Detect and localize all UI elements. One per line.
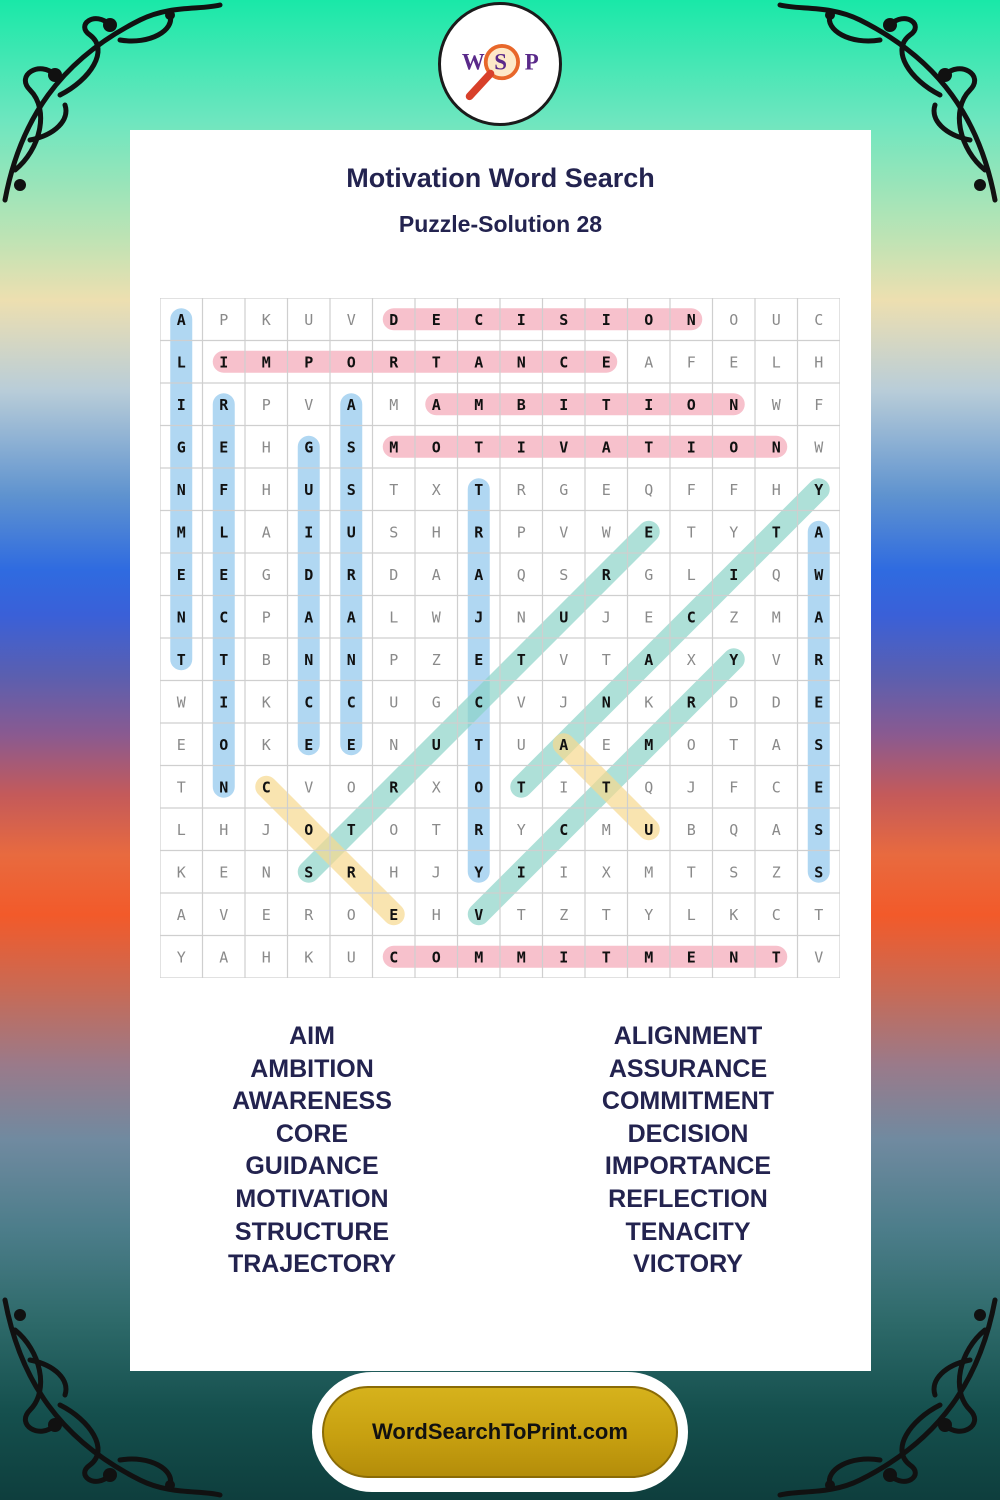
grid-cell[interactable]: R — [389, 353, 399, 372]
grid-cell[interactable]: S — [814, 863, 824, 882]
grid-cell[interactable]: V — [516, 693, 526, 712]
grid-cell[interactable]: O — [346, 905, 356, 924]
grid-cell[interactable]: Q — [729, 820, 739, 839]
grid-cell[interactable]: T — [644, 438, 654, 457]
grid-cell[interactable]: M — [176, 523, 186, 542]
grid-cell[interactable]: U — [431, 735, 441, 754]
grid-cell[interactable]: O — [304, 820, 314, 839]
grid-cell[interactable]: R — [346, 863, 356, 882]
grid-cell[interactable]: N — [176, 480, 186, 499]
grid-cell[interactable]: Z — [431, 650, 441, 669]
site-badge[interactable]: WordSearchToPrint.com — [322, 1386, 678, 1478]
grid-cell[interactable]: N — [219, 778, 229, 797]
grid-cell[interactable]: I — [559, 778, 569, 797]
grid-cell[interactable]: T — [601, 778, 611, 797]
wsp-logo[interactable] — [438, 2, 562, 126]
grid-cell[interactable]: M — [771, 608, 781, 627]
grid-cell[interactable]: M — [516, 948, 526, 967]
grid-cell[interactable]: G — [176, 438, 186, 457]
grid-cell[interactable]: Q — [516, 565, 526, 584]
grid-cell[interactable]: R — [814, 650, 824, 669]
grid-cell[interactable]: T — [601, 650, 611, 669]
grid-cell[interactable]: M — [601, 820, 611, 839]
grid-cell[interactable]: U — [559, 608, 569, 627]
grid-cell[interactable]: T — [686, 863, 696, 882]
grid-cell[interactable]: X — [431, 778, 441, 797]
grid-cell[interactable]: C — [474, 693, 484, 712]
grid-cell[interactable]: U — [304, 310, 314, 329]
grid-cell[interactable]: T — [771, 948, 781, 967]
grid-cell[interactable]: E — [474, 650, 484, 669]
grid-cell[interactable]: E — [729, 353, 739, 372]
grid-cell[interactable]: U — [304, 480, 314, 499]
grid-cell[interactable]: A — [559, 735, 569, 754]
grid-cell[interactable]: A — [771, 735, 781, 754]
grid-cell[interactable]: Q — [771, 565, 781, 584]
grid-cell[interactable]: I — [304, 523, 314, 542]
grid-cell[interactable]: A — [814, 523, 824, 542]
grid-cell[interactable]: W — [771, 395, 781, 414]
grid-cell[interactable]: A — [644, 353, 654, 372]
grid-cell[interactable]: E — [601, 735, 611, 754]
grid-cell[interactable]: C — [304, 693, 314, 712]
grid-cell[interactable]: T — [474, 480, 484, 499]
grid-cell[interactable]: U — [346, 523, 356, 542]
grid-cell[interactable]: G — [304, 438, 314, 457]
grid-cell[interactable]: Y — [729, 650, 739, 669]
grid-cell[interactable]: A — [346, 395, 356, 414]
grid-cell[interactable]: E — [261, 905, 271, 924]
grid-cell[interactable]: N — [516, 608, 526, 627]
grid-cell[interactable]: N — [686, 310, 696, 329]
grid-cell[interactable]: F — [729, 778, 739, 797]
grid-cell[interactable]: A — [304, 608, 314, 627]
grid-cell[interactable]: R — [516, 480, 526, 499]
grid-cell[interactable]: Z — [771, 863, 781, 882]
grid-cell[interactable]: I — [559, 395, 569, 414]
grid-cell[interactable]: T — [771, 523, 781, 542]
grid-cell[interactable]: R — [474, 523, 484, 542]
grid-cell[interactable]: E — [219, 565, 229, 584]
grid-cell[interactable]: K — [304, 948, 314, 967]
grid-cell[interactable]: H — [261, 438, 271, 457]
grid-cell[interactable]: I — [601, 310, 611, 329]
page-title: Motivation Word Search — [346, 163, 655, 193]
grid-cell[interactable]: T — [474, 438, 484, 457]
grid-cell[interactable]: A — [771, 820, 781, 839]
grid-cell[interactable]: S — [304, 863, 314, 882]
grid-cell[interactable]: O — [431, 948, 441, 967]
grid-cell[interactable]: V — [346, 310, 356, 329]
grid-cell[interactable]: F — [814, 395, 824, 414]
grid-cell[interactable]: I — [516, 438, 526, 457]
grid-cell[interactable]: O — [346, 778, 356, 797]
word-list-item: COMMITMENT — [601, 1087, 775, 1116]
word-list-item: REFLECTION — [608, 1184, 768, 1213]
magnifier-logo-icon — [441, 5, 559, 123]
word-list-item: AIM — [289, 1022, 335, 1050]
grid-cell[interactable]: M — [261, 353, 271, 372]
grid-cell[interactable]: S — [346, 480, 356, 499]
grid-cell[interactable]: V — [814, 948, 824, 967]
grid-cell[interactable]: S — [814, 820, 824, 839]
grid-cell[interactable]: A — [644, 650, 654, 669]
grid-cell[interactable]: N — [389, 735, 399, 754]
grid-cell[interactable]: U — [644, 820, 654, 839]
grid-cell[interactable]: U — [389, 693, 399, 712]
grid-cell[interactable]: E — [389, 905, 399, 924]
grid-cell[interactable]: M — [644, 735, 654, 754]
grid-cell[interactable]: H — [389, 863, 399, 882]
logo-letter-p: P — [524, 49, 539, 75]
word-list-item: IMPORTANCE — [604, 1152, 772, 1181]
grid-cell[interactable]: H — [219, 820, 229, 839]
grid-cell[interactable]: U — [771, 310, 781, 329]
grid-cell[interactable]: T — [176, 650, 186, 669]
grid-cell[interactable]: E — [601, 353, 611, 372]
grid-cell[interactable]: F — [686, 353, 696, 372]
grid-cell[interactable]: C — [686, 608, 696, 627]
grid-cell[interactable]: T — [346, 820, 356, 839]
logo-letter-s: S — [494, 49, 507, 75]
grid-cell[interactable]: V — [219, 905, 229, 924]
grid-cell[interactable]: D — [771, 693, 781, 712]
grid-cell[interactable]: M — [389, 395, 399, 414]
grid-cell[interactable]: J — [559, 693, 569, 712]
grid-cell[interactable]: P — [304, 353, 314, 372]
grid-cell[interactable]: U — [346, 948, 356, 967]
word-list-item: DECISION — [627, 1119, 749, 1148]
grid-cell[interactable]: I — [686, 438, 696, 457]
grid-cell[interactable]: O — [431, 438, 441, 457]
grid-cell[interactable]: C — [559, 820, 569, 839]
grid-cell[interactable]: R — [389, 778, 399, 797]
grid-cell[interactable]: R — [686, 693, 696, 712]
grid-cell[interactable]: I — [644, 395, 654, 414]
grid-cell[interactable]: E — [431, 310, 441, 329]
grid-cell[interactable]: K — [261, 735, 271, 754]
grid-cell[interactable]: N — [304, 650, 314, 669]
grid-cell[interactable]: I — [729, 565, 739, 584]
grid-cell[interactable]: A — [814, 608, 824, 627]
grid-cell[interactable]: S — [729, 863, 739, 882]
grid-cell[interactable]: L — [771, 353, 781, 372]
grid-cell[interactable]: Y — [729, 523, 739, 542]
grid-cell[interactable]: J — [431, 863, 441, 882]
grid-cell[interactable]: P — [516, 523, 526, 542]
grid-cell[interactable]: A — [601, 438, 611, 457]
grid-cell[interactable]: E — [176, 565, 186, 584]
grid-cell[interactable]: L — [176, 820, 186, 839]
grid-cell[interactable]: C — [219, 608, 229, 627]
grid-cell[interactable]: T — [219, 650, 229, 669]
grid-cell[interactable]: A — [176, 310, 186, 329]
grid-cell[interactable]: W — [431, 608, 441, 627]
grid-cell[interactable]: C — [346, 693, 356, 712]
grid-cell[interactable]: W — [601, 523, 611, 542]
word-list-item: TRAJECTORY — [227, 1250, 397, 1279]
word-list-left — [162, 1020, 462, 1281]
grid-cell[interactable]: D — [389, 565, 399, 584]
grid-cell[interactable]: T — [601, 905, 611, 924]
grid-cell[interactable]: P — [389, 650, 399, 669]
grid-cell[interactable]: A — [219, 948, 229, 967]
grid-cell[interactable]: C — [559, 353, 569, 372]
grid-cell[interactable]: O — [729, 310, 739, 329]
grid-cell[interactable]: I — [176, 395, 186, 414]
grid-cell[interactable]: E — [601, 480, 611, 499]
grid-cell[interactable]: S — [814, 735, 824, 754]
logo-letter-w: W — [461, 49, 485, 75]
grid-cell[interactable]: S — [559, 565, 569, 584]
grid-cell[interactable]: N — [729, 948, 739, 967]
word-list-item: AMBITION — [250, 1054, 374, 1083]
grid-cell[interactable]: B — [261, 650, 271, 669]
grid-cell[interactable]: H — [431, 523, 441, 542]
grid-cell[interactable]: H — [431, 905, 441, 924]
grid-cell[interactable]: Q — [644, 480, 654, 499]
grid-cell[interactable]: H — [771, 480, 781, 499]
grid-cell[interactable]: V — [771, 650, 781, 669]
grid-cell[interactable]: E — [644, 523, 654, 542]
grid-cell[interactable]: D — [304, 565, 314, 584]
grid-cell[interactable]: Y — [814, 480, 824, 499]
grid-cell[interactable]: E — [644, 608, 654, 627]
grid-cell[interactable]: Q — [644, 778, 654, 797]
grid-cell[interactable]: J — [261, 820, 271, 839]
grid-cell[interactable]: A — [431, 395, 441, 414]
grid-cell[interactable]: O — [474, 778, 484, 797]
grid-cell[interactable]: G — [261, 565, 271, 584]
grid-cell[interactable]: A — [431, 565, 441, 584]
grid-cell[interactable]: U — [516, 735, 526, 754]
page-subtitle: Puzzle-Solution 28 — [398, 211, 603, 237]
grid-cell[interactable]: V — [559, 650, 569, 669]
grid-cell[interactable]: O — [389, 820, 399, 839]
grid-cell[interactable]: S — [346, 438, 356, 457]
grid-cell[interactable]: O — [346, 353, 356, 372]
word-list-item: CORE — [275, 1119, 349, 1148]
grid-cell[interactable]: G — [644, 565, 654, 584]
grid-cell[interactable]: S — [389, 523, 399, 542]
word-list-right — [538, 1020, 838, 1281]
grid-cell[interactable]: V — [304, 395, 314, 414]
grid-cell[interactable]: A — [474, 353, 484, 372]
grid-cell[interactable]: L — [219, 523, 229, 542]
grid-cell[interactable]: H — [814, 353, 824, 372]
grid-cell[interactable]: T — [474, 735, 484, 754]
grid-cell[interactable]: E — [814, 693, 824, 712]
grid-cell[interactable]: E — [219, 863, 229, 882]
grid-cell[interactable]: P — [261, 395, 271, 414]
grid-cell[interactable]: L — [686, 905, 696, 924]
grid-cell[interactable]: I — [219, 353, 229, 372]
grid-cell[interactable]: J — [686, 778, 696, 797]
grid-cell[interactable]: A — [261, 523, 271, 542]
grid-cell[interactable]: A — [176, 905, 186, 924]
grid-cell[interactable]: T — [516, 905, 526, 924]
grid-cell[interactable]: V — [559, 523, 569, 542]
grid-cell[interactable]: Z — [559, 905, 569, 924]
grid-cell[interactable]: T — [431, 353, 441, 372]
grid-cell[interactable]: F — [686, 480, 696, 499]
grid-cell[interactable]: W — [176, 693, 186, 712]
grid-cell[interactable]: N — [261, 863, 271, 882]
grid-cell[interactable]: L — [686, 565, 696, 584]
grid-cell[interactable]: E — [814, 778, 824, 797]
grid-cell[interactable]: Y — [176, 948, 186, 967]
grid-cell[interactable]: B — [686, 820, 696, 839]
word-list-item: VICTORY — [633, 1250, 743, 1279]
grid-cell[interactable]: S — [559, 310, 569, 329]
grid-cell[interactable]: O — [644, 310, 654, 329]
grid-cell[interactable]: E — [346, 735, 356, 754]
grid-cell[interactable]: O — [219, 735, 229, 754]
grid-cell[interactable]: V — [304, 778, 314, 797]
grid-cell[interactable]: T — [686, 523, 696, 542]
grid-cell[interactable]: T — [176, 778, 186, 797]
grid-cell[interactable]: I — [516, 310, 526, 329]
grid-cell[interactable]: J — [601, 608, 611, 627]
grid-cell[interactable]: T — [516, 778, 526, 797]
grid-cell[interactable]: O — [729, 438, 739, 457]
grid-cell[interactable]: T — [601, 948, 611, 967]
grid-cell[interactable]: Y — [516, 820, 526, 839]
grid-cell[interactable]: F — [219, 480, 229, 499]
grid-cell[interactable]: T — [814, 905, 824, 924]
grid-cell[interactable]: F — [729, 480, 739, 499]
grid-cell[interactable]: M — [474, 948, 484, 967]
grid-cell[interactable]: R — [219, 395, 229, 414]
grid-cell[interactable]: R — [601, 565, 611, 584]
word-list-item: AWARENESS — [232, 1087, 392, 1116]
grid-cell[interactable]: Y — [474, 863, 484, 882]
grid-cell[interactable]: D — [729, 693, 739, 712]
word-list-item: ASSURANCE — [608, 1054, 768, 1083]
grid-cell[interactable]: M — [389, 438, 399, 457]
grid-cell[interactable]: X — [431, 480, 441, 499]
grid-cell[interactable]: O — [686, 395, 696, 414]
grid-cell[interactable]: K — [644, 693, 654, 712]
grid-cell[interactable]: I — [559, 948, 569, 967]
grid-cell[interactable]: G — [431, 693, 441, 712]
word-list-item: GUIDANCE — [245, 1152, 379, 1181]
grid-cell[interactable]: A — [346, 608, 356, 627]
grid-cell[interactable]: R — [346, 565, 356, 584]
grid-cell[interactable]: X — [601, 863, 611, 882]
grid-cell[interactable]: O — [686, 735, 696, 754]
grid-cell[interactable]: E — [304, 735, 314, 754]
word-search-grid — [160, 298, 840, 978]
grid-cell[interactable]: K — [729, 905, 739, 924]
grid-cell[interactable]: A — [474, 565, 484, 584]
grid-cell[interactable]: X — [686, 650, 696, 669]
grid-cell[interactable]: M — [644, 948, 654, 967]
grid-cell[interactable]: H — [261, 948, 271, 967]
grid-cell[interactable]: L — [389, 608, 399, 627]
grid-cell[interactable]: K — [261, 310, 271, 329]
grid-cell[interactable]: E — [686, 948, 696, 967]
grid-cell[interactable]: N — [729, 395, 739, 414]
grid-cell[interactable]: T — [729, 735, 739, 754]
grid-cell[interactable]: T — [516, 650, 526, 669]
grid-cell[interactable]: C — [771, 778, 781, 797]
grid-cell[interactable]: J — [474, 608, 484, 627]
grid-cell[interactable]: D — [389, 310, 399, 329]
grid-cell[interactable]: C — [771, 905, 781, 924]
grid-cell[interactable]: W — [814, 565, 824, 584]
grid-cell[interactable]: W — [814, 438, 824, 457]
grid-cell[interactable]: T — [601, 395, 611, 414]
grid-cell[interactable]: C — [814, 310, 824, 329]
grid-cell[interactable]: N — [346, 650, 356, 669]
grid-cell[interactable]: C — [261, 778, 271, 797]
grid-cell[interactable]: E — [219, 438, 229, 457]
word-list-item: ALIGNMENT — [613, 1022, 763, 1050]
grid-cell[interactable]: V — [559, 438, 569, 457]
grid-cell[interactable]: N — [176, 608, 186, 627]
word-list-item: MOTIVATION — [235, 1184, 389, 1213]
grid-cell[interactable]: T — [431, 820, 441, 839]
grid-cell[interactable]: R — [304, 905, 314, 924]
grid-cell[interactable]: C — [389, 948, 399, 967]
grid-cell[interactable]: M — [644, 863, 654, 882]
grid-cell[interactable]: K — [261, 693, 271, 712]
grid-cell[interactable]: P — [219, 310, 229, 329]
grid-cell[interactable]: I — [559, 863, 569, 882]
grid-cell[interactable]: L — [176, 353, 186, 372]
word-list-item: TENACITY — [625, 1217, 751, 1246]
grid-cell[interactable]: T — [389, 480, 399, 499]
grid-cell[interactable]: I — [516, 863, 526, 882]
grid-cell[interactable]: V — [474, 905, 484, 924]
grid-cell[interactable]: G — [559, 480, 569, 499]
grid-cell[interactable]: E — [176, 735, 186, 754]
grid-cell[interactable]: Y — [644, 905, 654, 924]
grid-cell[interactable]: C — [474, 310, 484, 329]
grid-cell[interactable]: P — [261, 608, 271, 627]
grid-cell[interactable]: N — [601, 693, 611, 712]
grid-cell[interactable]: R — [474, 820, 484, 839]
grid-cell[interactable]: M — [474, 395, 484, 414]
grid-cell[interactable]: I — [219, 693, 229, 712]
grid-cell[interactable]: N — [516, 353, 526, 372]
word-list-item: STRUCTURE — [234, 1217, 390, 1246]
grid-cell[interactable]: H — [261, 480, 271, 499]
grid-cell[interactable]: N — [771, 438, 781, 457]
grid-cell[interactable]: Z — [729, 608, 739, 627]
grid-cell[interactable]: K — [176, 863, 186, 882]
grid-cell[interactable]: B — [516, 395, 526, 414]
